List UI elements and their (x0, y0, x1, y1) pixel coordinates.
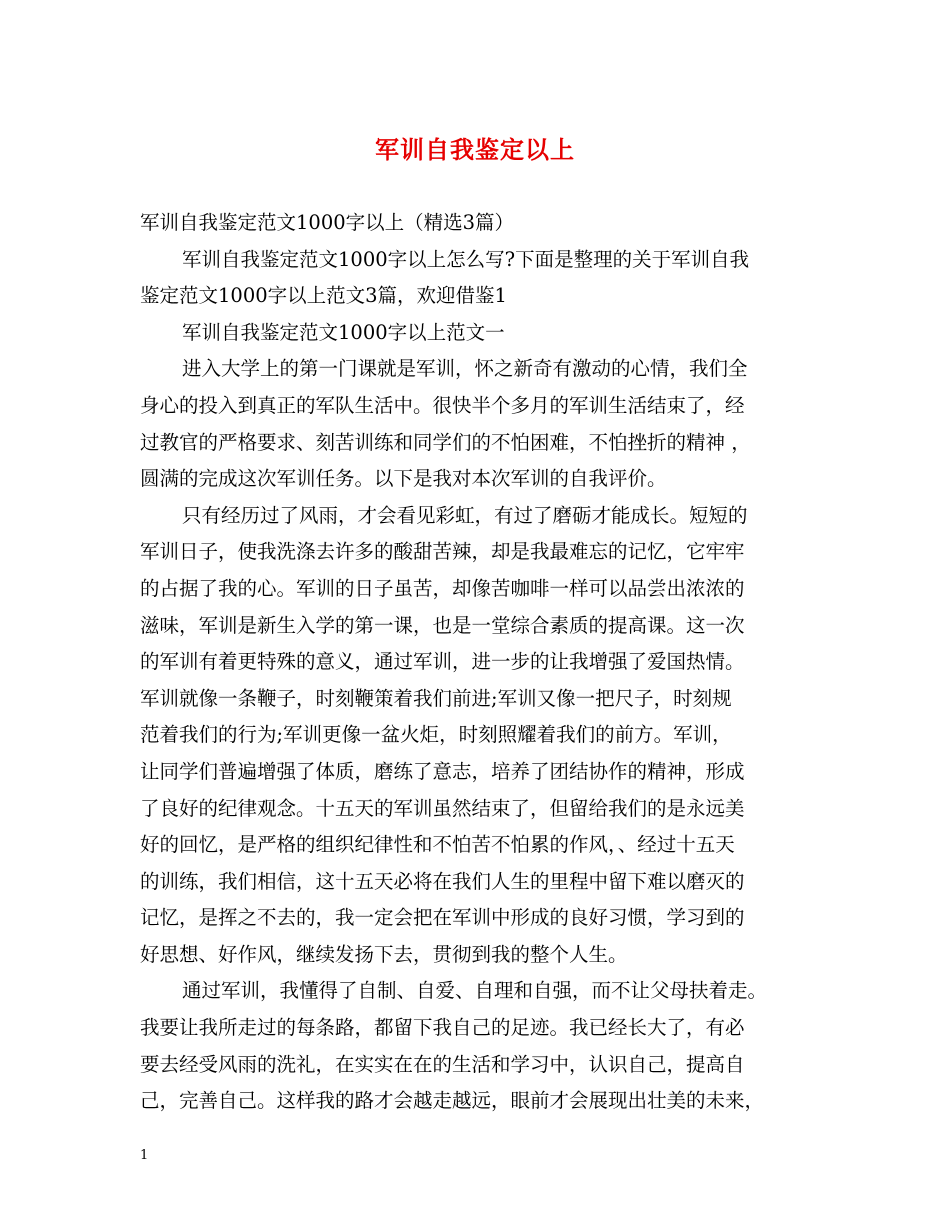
text-line: 好思想、好作风，继续发扬下去，贯彻到我的整个人生。 (140, 942, 628, 966)
text-line: 军训日子，使我洗涤去许多的酸甜苦辣，却是我最难忘的记忆，它牢牢 (140, 540, 745, 564)
text-line: 圆满的完成这次军训任务。以下是我对本次军训的自我评价。 (140, 467, 667, 491)
text-line: 军训自我鉴定范文1000字以上怎么写?下面是整理的关于军训自我 (182, 247, 750, 271)
text-line: 让同学们普遍增强了体质，磨练了意志，培养了团结协作的精神，形成 (140, 759, 745, 783)
text-line: 进入大学上的第一门课就是军训，怀之新奇有激动的心情，我们全 (182, 357, 748, 381)
text-line: 只有经历过了风雨，才会看见彩虹，有过了磨砺才能成长。短短的 (182, 503, 748, 527)
text-line: 要去经受风雨的洗礼，在实实在在的生活和学习中，认识自己，提高自 (140, 1052, 745, 1076)
document-body (140, 205, 820, 1120)
document-title: 军训自我鉴定以上 (375, 135, 575, 164)
text-line: 通过军训，我懂得了自制、自爱、自理和自强，而不让父母扶着走。 (182, 979, 768, 1003)
text-line: 滋味，军训是新生入学的第一课，也是一堂综合素质的提高课。这一次 (140, 613, 745, 637)
text-line: 己，完善自己。这样我的路才会越走越远，眼前才会展现出壮美的未来， (140, 1089, 765, 1113)
text-line: 我要让我所走过的每条路，都留下我自己的足迹。我已经长大了，有必 (140, 1016, 745, 1040)
page-number: 1 (140, 1148, 149, 1163)
text-line: 的占据了我的心。军训的日子虽苦，却像苦咖啡一样可以品尝出浓浓的 (140, 576, 745, 600)
text-line: 鉴定范文1000字以上范文3篇，欢迎借鉴1 (140, 284, 507, 308)
text-line: 范着我们的行为;军训更像一盆火炬，时刻照耀着我们的前方。军训， (140, 723, 732, 747)
text-line: 军训就像一条鞭子，时刻鞭策着我们前进;军训又像一把尺子，时刻规 (140, 686, 732, 710)
text-line: 身心的投入到真正的军队生活中。很快半个多月的军训生活结束了，经 (140, 393, 745, 417)
text-line: 过教官的严格要求、刻苦训练和同学们的不怕困难，不怕挫折的精神 ， (140, 430, 751, 454)
text-line: 好的回忆，是严格的组织纪律性和不怕苦不怕累的作风，、经过十五天 (140, 833, 735, 857)
text-line: 的训练，我们相信，这十五天必将在我们人生的里程中留下难以磨灭的 (140, 869, 745, 893)
text-line: 了良好的纪律观念。十五天的军训虽然结束了，但留给我们的是永远美 (140, 796, 745, 820)
text-line: 军训自我鉴定范文1000字以上范文一 (182, 320, 505, 344)
text-line: 的军训有着更特殊的意义，通过军训，进一步的让我增强了爱国热情。 (140, 650, 745, 674)
text-line: 军训自我鉴定范文1000字以上（精选3篇） (140, 211, 515, 234)
text-line: 记忆，是挥之不去的，我一定会把在军训中形成的良好习惯，学习到的 (140, 906, 745, 930)
